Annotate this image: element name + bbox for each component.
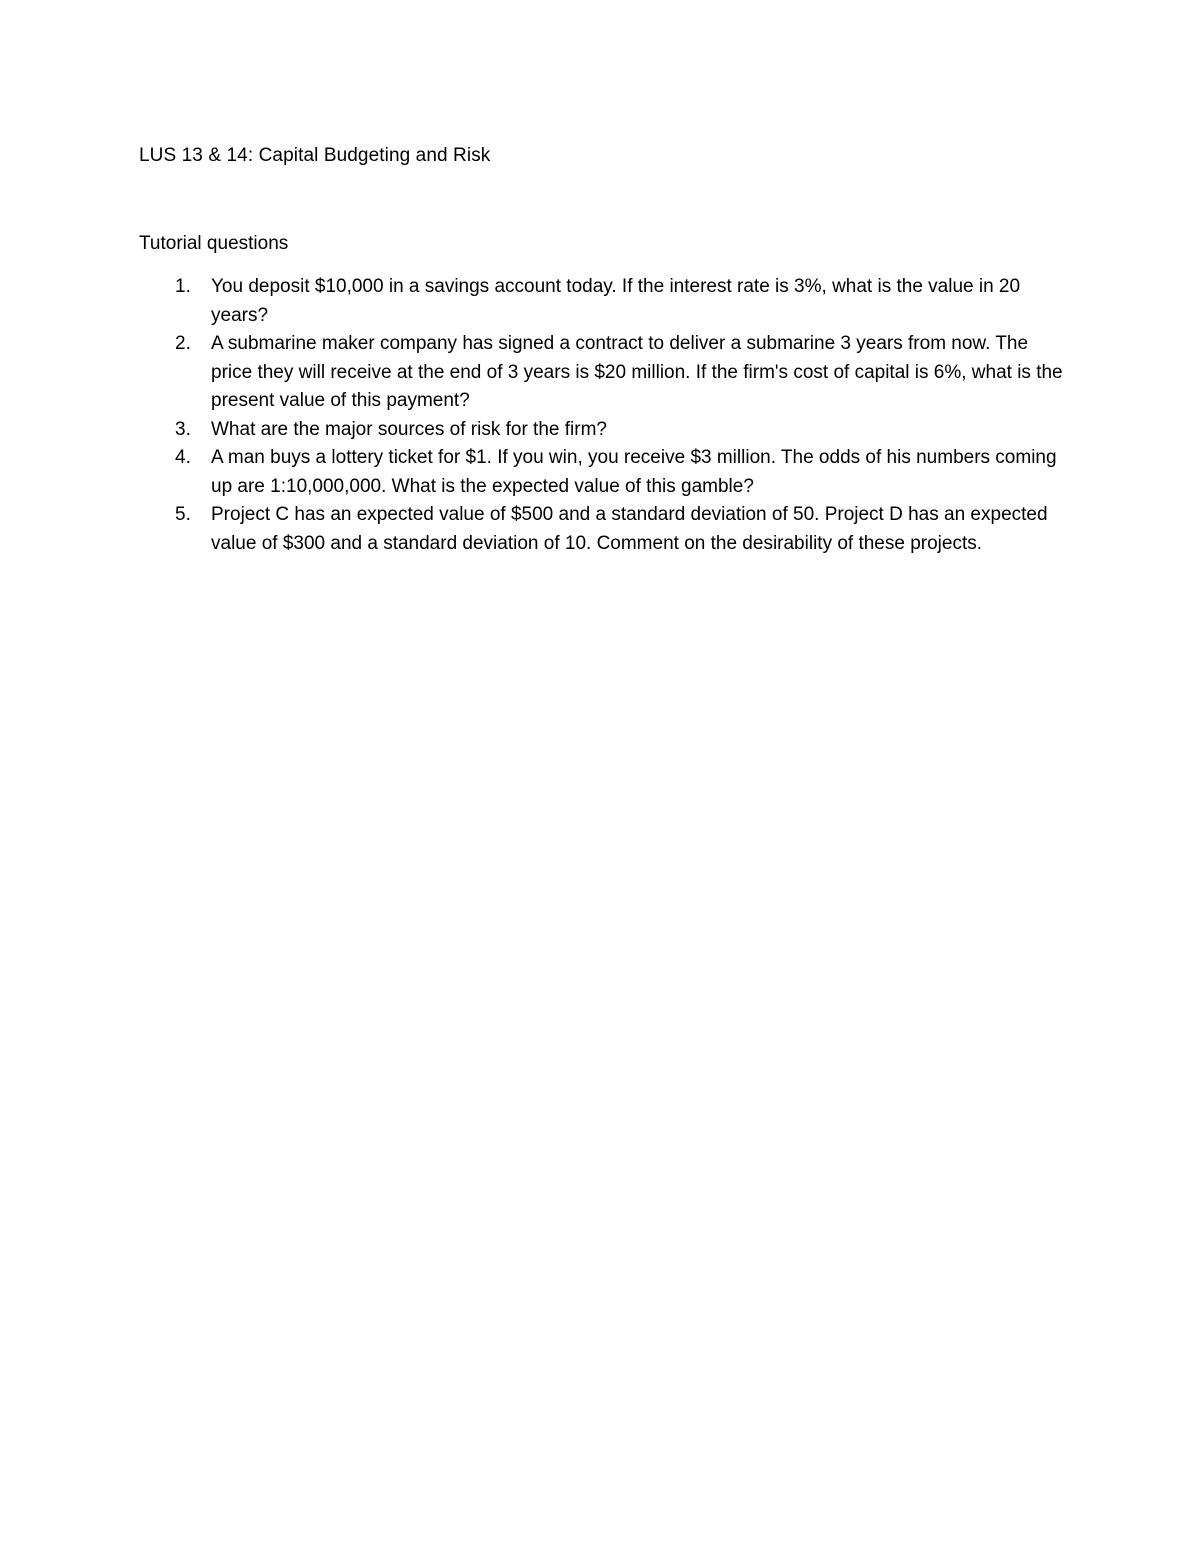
question-list <box>139 273 1069 558</box>
question-item-4 <box>139 444 1069 501</box>
question-text: What are the major sources of risk for the firm? <box>211 418 607 440</box>
question-number: 2. <box>175 333 191 354</box>
question-number: 5. <box>175 504 191 525</box>
question-number: 1. <box>175 276 191 297</box>
question-item-3 <box>139 416 1069 445</box>
question-text: Project C has an expected value of $500 and a standard deviation of 50. Project D has an expected value of $300 and a standard deviation of 10. Comment on the desirability of these projects. <box>211 504 1048 554</box>
question-text: You deposit $10,000 in a savings account today. If the interest rate is 3%, what is the value in 20 years? <box>211 276 1021 326</box>
question-text: A submarine maker company has signed a contract to deliver a submarine 3 years from now. The price they will receive at the end of 3 years is $20 million. If the firm's cost of capital is 6%, what is the present value of this payment? <box>211 333 1063 411</box>
section-heading: Tutorial questions <box>139 233 289 254</box>
question-number: 3. <box>175 418 191 440</box>
question-item-1 <box>139 273 1069 330</box>
question-item-2 <box>139 330 1069 416</box>
question-item-5 <box>139 501 1069 558</box>
document-title: LUS 13 & 14: Capital Budgeting and Risk <box>139 145 491 166</box>
question-number: 4. <box>175 447 191 468</box>
question-text: A man buys a lottery ticket for $1. If you win, you receive $3 million. The odds of his numbers coming up are 1:10,000,000. What is the expected value of this gamble? <box>211 447 1057 497</box>
